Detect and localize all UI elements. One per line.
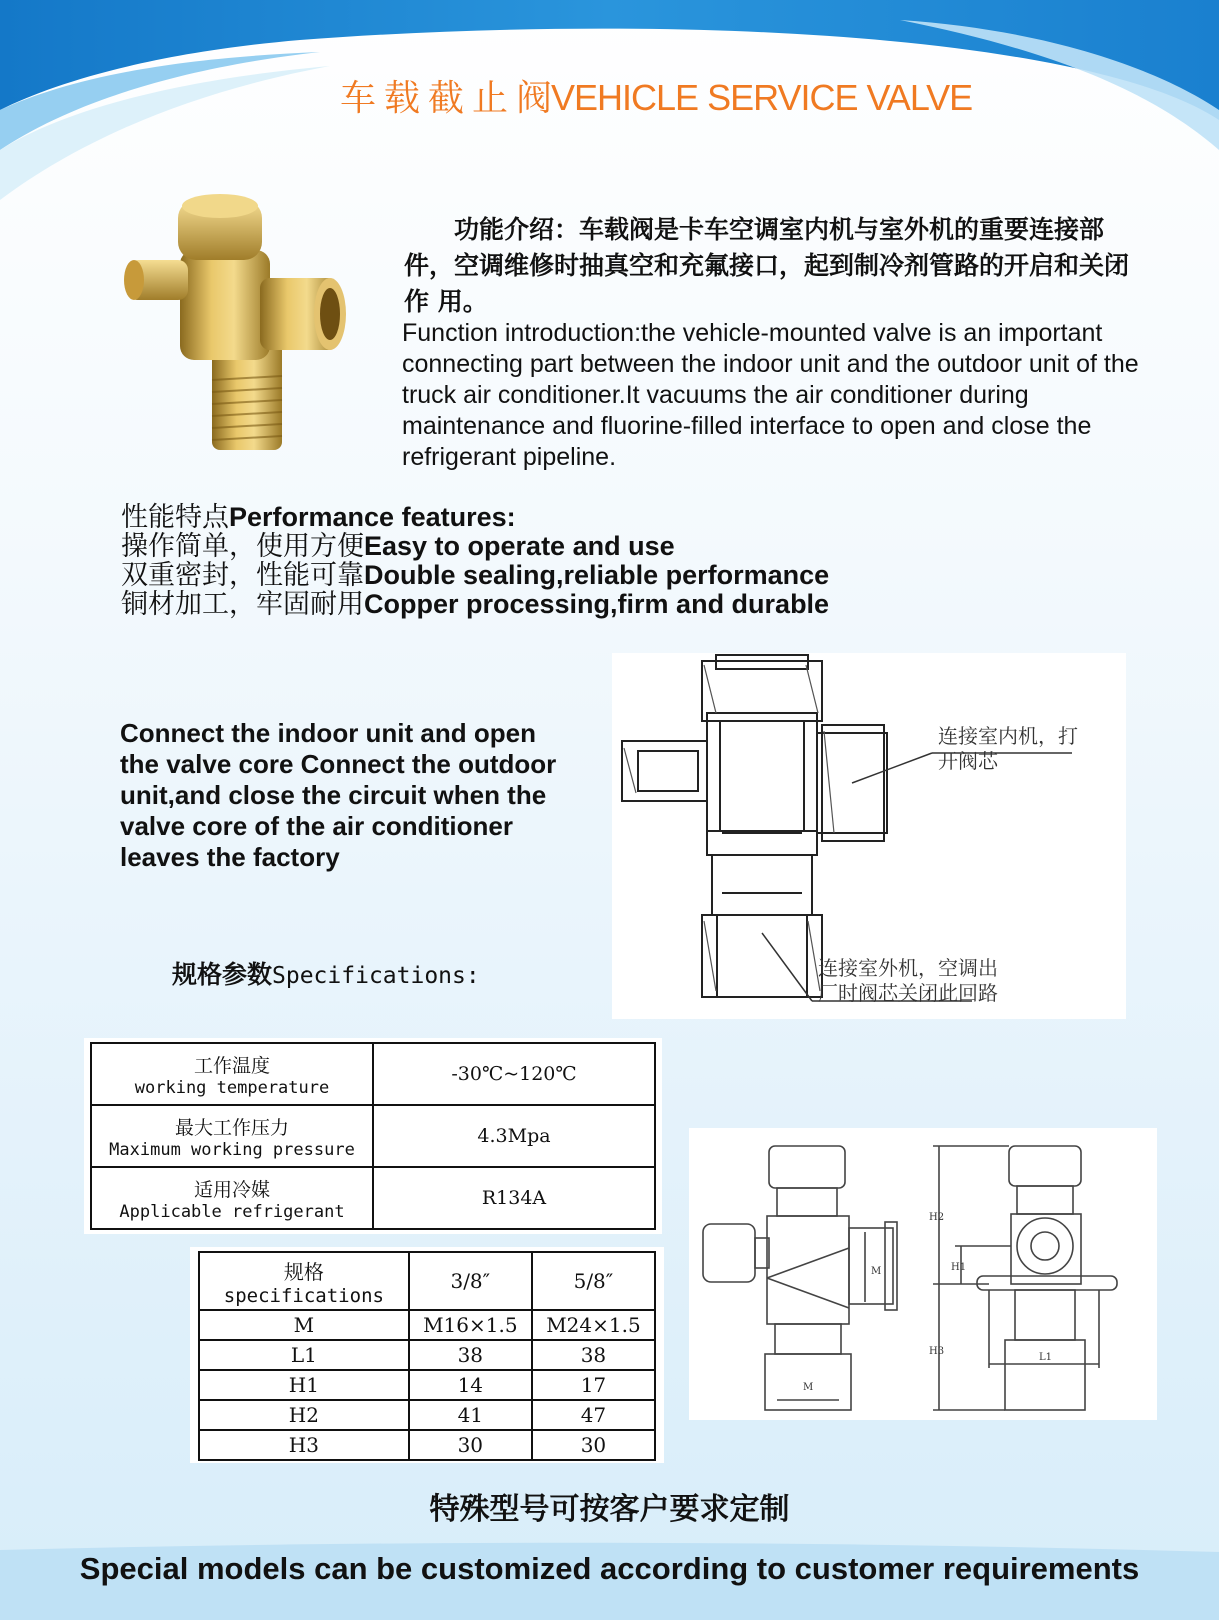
valve-photo bbox=[120, 190, 360, 470]
technical-drawing bbox=[689, 1128, 1157, 1420]
table-row: H2 41 47 bbox=[199, 1400, 655, 1430]
dim-label-m: M bbox=[871, 1266, 882, 1277]
features-title: 性能特点Performance features: bbox=[121, 502, 516, 533]
label-indoor-line1: 连接室内机，打 bbox=[938, 724, 1078, 748]
table-header-row: 规格 specifications 3/8″ 5/8″ bbox=[199, 1252, 655, 1310]
dim-label-h1: H1 bbox=[951, 1262, 967, 1273]
table-row: H1 14 17 bbox=[199, 1370, 655, 1400]
cross-section-panel bbox=[612, 653, 1126, 1019]
customization-note-en: Special models can be customized according to customer requirements bbox=[79, 1551, 1140, 1586]
feature-item: 铜材加工，牢固耐用Copper processing,firm and durable bbox=[121, 589, 830, 620]
dim-label-h2: H2 bbox=[929, 1212, 945, 1223]
dim-label-h3: H3 bbox=[929, 1346, 945, 1357]
technical-drawing-panel bbox=[689, 1128, 1157, 1420]
dim-label-l1: L1 bbox=[1039, 1352, 1053, 1363]
table-row: H3 30 30 bbox=[199, 1430, 655, 1460]
dimensions-table bbox=[198, 1251, 656, 1461]
working-params-table bbox=[90, 1042, 656, 1230]
specifications-title: 规格参数Specifications: bbox=[172, 960, 480, 989]
cross-section-diagram bbox=[612, 653, 1126, 1019]
table-row: M M16×1.5 M24×1.5 bbox=[199, 1310, 655, 1340]
function-description-en: Function introduction:the vehicle-mounted valve is an important connecting part between the indoor unit and the outdoor unit of the truck air conditioner.It vacuums the air conditioner during maintenance and fluorine-filled interface to open and close the refrigerant pipeline. bbox=[402, 319, 1139, 471]
label-indoor-line2: 开阀芯 bbox=[938, 749, 998, 773]
working-params-panel bbox=[84, 1038, 662, 1234]
dimensions-panel bbox=[190, 1247, 664, 1463]
title-en: VEHICLE SERVICE VALVE bbox=[551, 77, 973, 118]
connect-description: Connect the indoor unit and open the valve core Connect the outdoor unit,and close the circuit when the valve core of the air conditioner leaves the factory bbox=[120, 718, 557, 872]
table-row: 工作温度 working temperature -30℃~120℃ bbox=[91, 1043, 655, 1105]
feature-item: 操作简单，使用方便Easy to operate and use bbox=[121, 531, 675, 562]
table-row: 最大工作压力 Maximum working pressure 4.3Mpa bbox=[91, 1105, 655, 1167]
table-row: 适用冷媒 Applicable refrigerant R134A bbox=[91, 1167, 655, 1229]
function-description-cn: 功能介绍：车载阀是卡车空调室内机与室外机的重要连接部 件，空调维修时抽真空和充氟接口，起到制冷剂管路的开启和关闭 作 用。 bbox=[404, 215, 1130, 316]
table-row: L1 38 38 bbox=[199, 1340, 655, 1370]
label-outdoor-line1: 连接室外机，空调出 bbox=[818, 956, 998, 980]
customization-note-cn: 特殊型号可按客户要求定制 bbox=[429, 1492, 790, 1527]
label-outdoor-line2: 厂时阀芯关闭此回路 bbox=[818, 981, 998, 1005]
title-cn: 车 载 截 止 阀 bbox=[340, 77, 552, 118]
feature-item: 双重密封，性能可靠Double sealing,reliable performance bbox=[121, 560, 830, 591]
dim-label-m-bottom: M bbox=[803, 1382, 814, 1393]
performance-features bbox=[121, 503, 829, 619]
page-title bbox=[340, 70, 972, 121]
